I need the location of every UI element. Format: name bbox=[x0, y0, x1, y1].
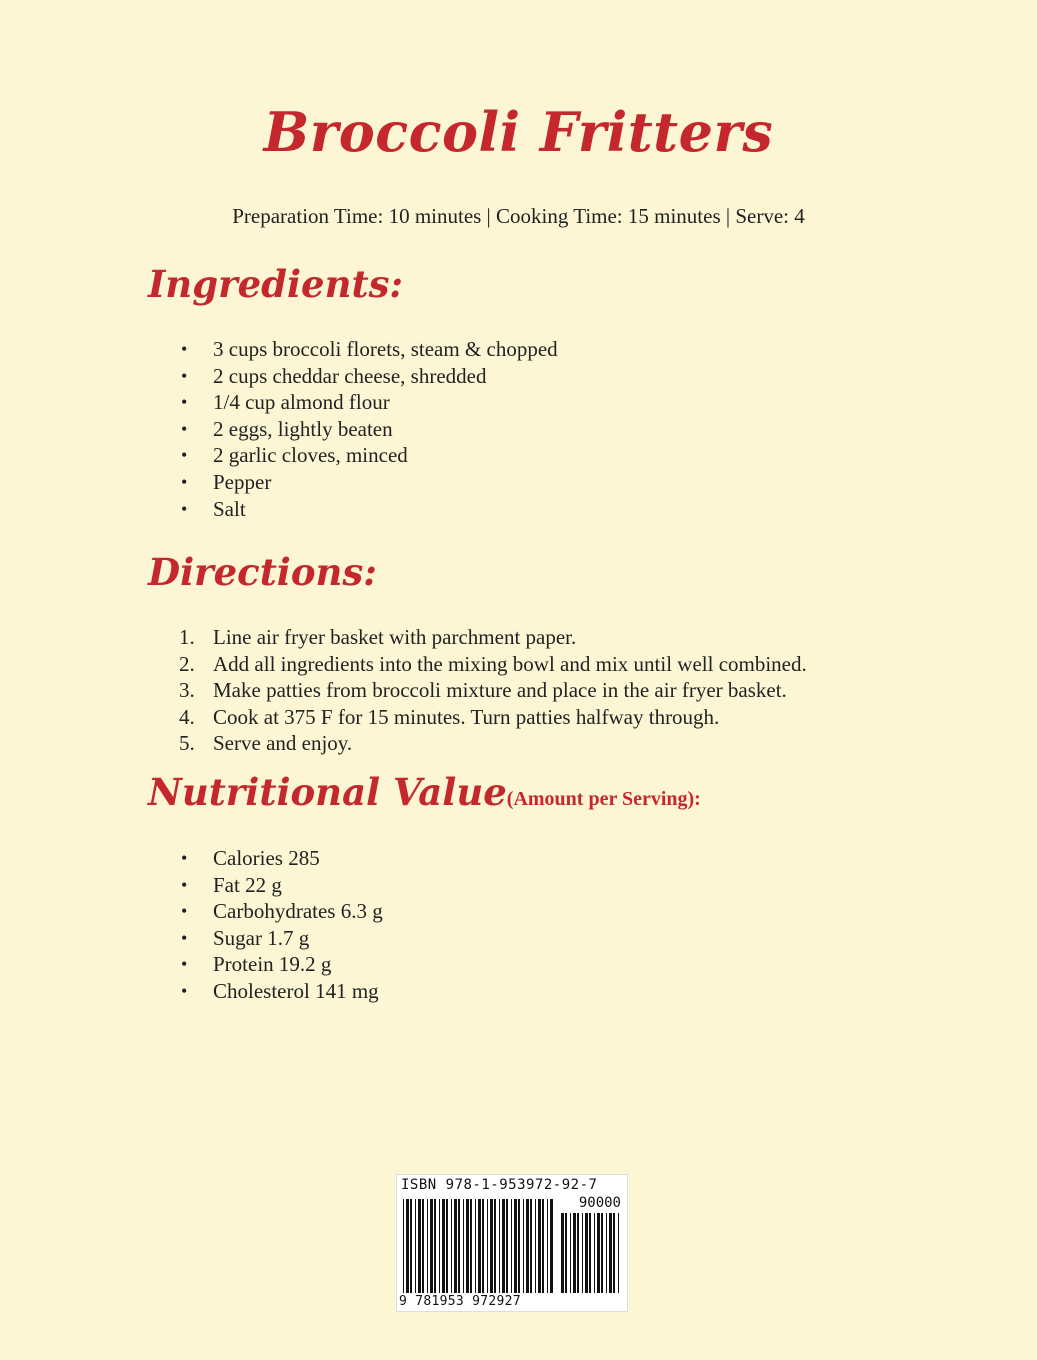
list-item: • 1/4 cup almond flour bbox=[213, 389, 558, 416]
directions-heading: Directions: bbox=[148, 550, 377, 594]
list-item: • Salt bbox=[213, 496, 558, 523]
list-item: Line air fryer basket with parchment paper. bbox=[213, 625, 577, 649]
nutrition-heading bbox=[148, 770, 701, 814]
directions-list bbox=[213, 624, 807, 757]
list-item: • 2 cups cheddar cheese, shredded bbox=[213, 363, 558, 390]
barcode-digits: 9 781953 972927 bbox=[399, 1294, 521, 1309]
recipe-meta: Preparation Time: 10 minutes | Cooking Time: 15 minutes | Serve: 4 bbox=[232, 204, 805, 228]
list-item: • Sugar 1.7 g bbox=[213, 925, 383, 952]
nutrition-subheading: (Amount per Serving): bbox=[506, 788, 701, 810]
list-item: • Protein 19.2 g bbox=[213, 951, 383, 978]
recipe-title: Broccoli Fritters bbox=[263, 100, 774, 164]
ingredients-heading: Ingredients: bbox=[148, 262, 404, 306]
price-code: 90000 bbox=[578, 1195, 621, 1211]
list-item: • 2 eggs, lightly beaten bbox=[213, 416, 558, 443]
ingredients-list bbox=[213, 336, 558, 522]
list-item: • 3 cups broccoli florets, steam & chopped bbox=[213, 336, 558, 363]
list-item: Cook at 375 F for 15 minutes. Turn patties halfway through. bbox=[213, 704, 720, 729]
nutrition-heading-text: Nutritional Value bbox=[148, 770, 507, 814]
list-item: • Calories 285 bbox=[213, 845, 383, 872]
isbn-barcode bbox=[396, 1174, 628, 1312]
price-barcode-bars-icon bbox=[561, 1213, 619, 1293]
list-item: • 2 garlic cloves, minced bbox=[213, 442, 558, 469]
list-item: • Carbohydrates 6.3 g bbox=[213, 898, 383, 925]
list-item: • Pepper bbox=[213, 469, 558, 496]
nutrition-list bbox=[213, 845, 383, 1005]
isbn-label: ISBN 978-1-953972-92-7 bbox=[401, 1177, 598, 1193]
list-item: • Cholesterol 141 mg bbox=[213, 978, 383, 1005]
barcode-bars-icon bbox=[403, 1199, 553, 1293]
list-item: • Fat 22 g bbox=[213, 872, 383, 899]
list-item: Make patties from broccoli mixture and place in the air fryer basket. bbox=[213, 678, 787, 703]
list-item: Add all ingredients into the mixing bowl and mix until well combined. bbox=[213, 651, 807, 676]
list-item: Serve and enjoy. bbox=[213, 731, 353, 756]
